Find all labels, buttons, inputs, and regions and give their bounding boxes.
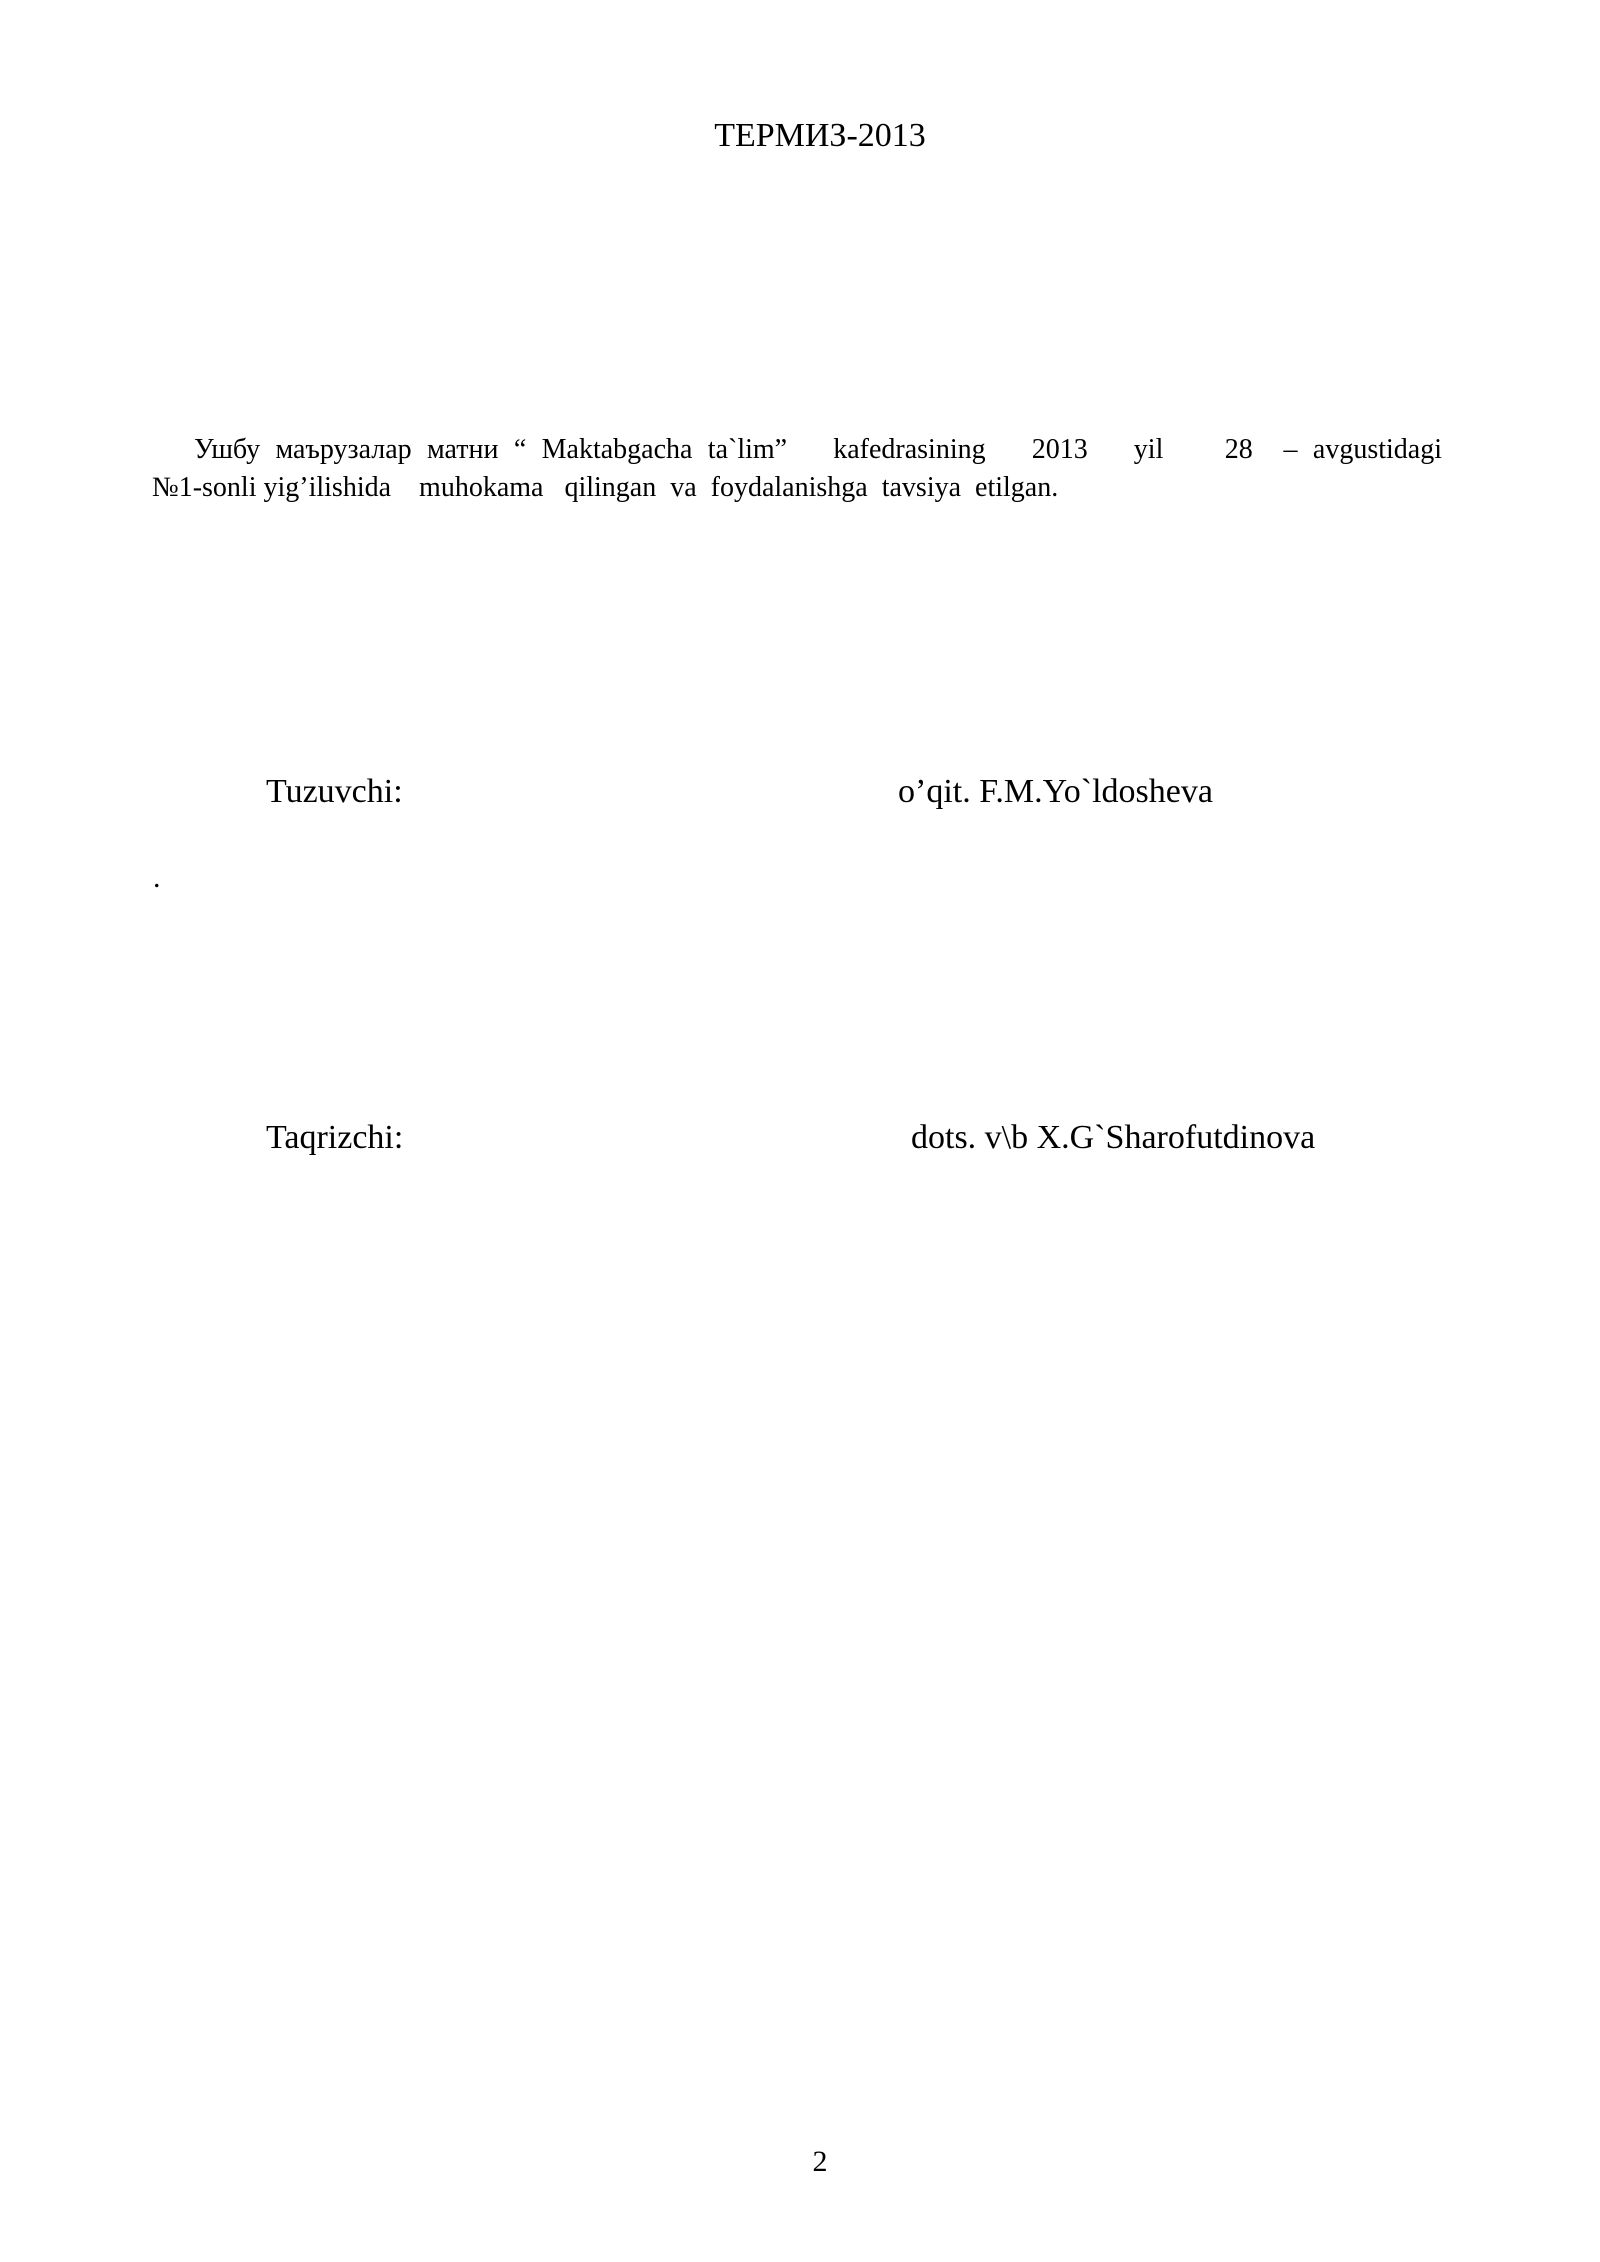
- city-year-heading: ТЕРМИЗ-2013: [714, 117, 926, 154]
- page-number: 2: [812, 2145, 828, 2178]
- reviewer-name: dots. v\b X.G`Sharofutdinova: [911, 1119, 1316, 1156]
- reviewer-label: Taqrizchi:: [266, 1119, 404, 1156]
- approval-line-1: Ушбу маърузалар матни “ Maktabgacha ta`lim” kafedrasining 2013 yil 28 – avgustidagi: [194, 434, 1442, 465]
- approval-paragraph: [152, 431, 1442, 507]
- compiler-label: Tuzuvchi:: [266, 773, 403, 810]
- stray-dot-mark: .: [153, 861, 161, 894]
- compiler-name: o’qit. F.M.Yo`ldosheva: [898, 773, 1213, 810]
- approval-line-2: №1-sonli yig’ilishida muhokama qilingan va foydalanishga tavsiya etilgan.: [152, 472, 1059, 503]
